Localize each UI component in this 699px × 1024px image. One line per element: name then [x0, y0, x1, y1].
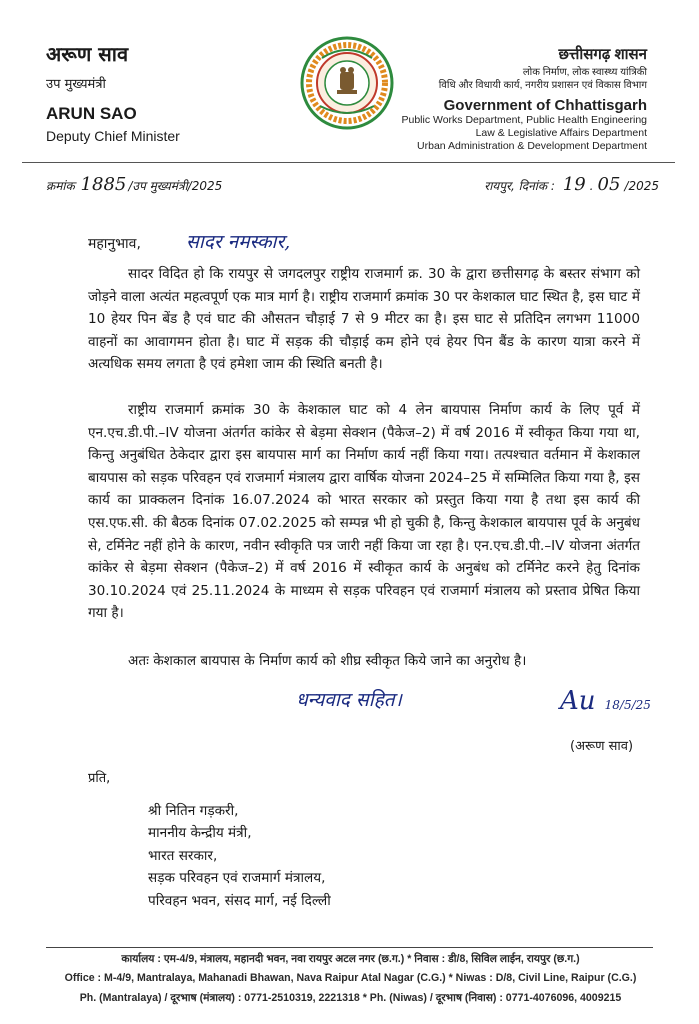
- handwritten-thanks: धन्यवाद सहित।: [296, 689, 402, 711]
- reference-number: [46, 174, 222, 195]
- footer-address-english: Office : M-4/9, Mantralaya, Mahanadi Bhawan, Nava Raipur Atal Nagar (C.G.) * Niwas : D/8, Civil Line, Raipur (C.G.): [64, 972, 637, 984]
- reference-suffix: /उप मुख्यमंत्री/2025: [128, 179, 223, 193]
- govt-name-hindi: छत्तीसगढ़ शासन: [558, 46, 647, 63]
- govt-dept-english-1: Public Works Department, Public Health Engineering: [401, 114, 647, 126]
- body-paragraph-3: अतः केशकाल बायपास के निर्माण कार्य को शीघ्र स्वीकृत किये जाने का अनुरोध है।: [128, 653, 527, 669]
- date-day: 19: [562, 174, 586, 195]
- govt-dept-english-2: Law & Legislative Affairs Department: [475, 127, 647, 139]
- minister-name-english: ARUN SAO: [46, 104, 137, 123]
- recipient-line-4: सड़क परिवहन एवं राजमार्ग मंत्रालय,: [148, 870, 326, 887]
- recipient-line-5: परिवहन भवन, संसद मार्ग, नई दिल्ली: [148, 892, 331, 909]
- govt-name-english: Government of Chhattisgarh: [443, 97, 647, 114]
- govt-dept-hindi-2: विधि और विधायी कार्य, नगरीय प्रशासन एवं विकास विभाग: [438, 80, 647, 91]
- government-header: [357, 44, 647, 153]
- recipient-address: [148, 800, 331, 912]
- reference-prefix: क्रमांक: [46, 179, 75, 193]
- govt-dept-hindi-1: लोक निर्माण, लोक स्वास्थ्य यांत्रिकी: [522, 67, 647, 78]
- footer-phone: Ph. (Mantralaya) / दूरभाष (मंत्रालय) : 0771-2510319, 2221318 * Ph. (Niwas) / दूरभाष (निवास) : 0771-4076096, 4009215: [79, 992, 622, 1004]
- signature-mark: Au: [560, 686, 596, 716]
- header-divider: [22, 162, 675, 163]
- signature: [560, 686, 651, 716]
- body-paragraph-1: सादर विदित हो कि रायपुर से जगदलपुर राष्ट्रीय राजमार्ग क्र. 30 के द्वारा छत्तीसगढ़ के बस्तर संभाग को जोड़ने वाला अत्यंत महत्वपूर्ण एक मात्र मार्ग है। राष्ट्रीय राजमार्ग क्रमांक 30 पर केशकाल घाट स्थित है, इस घाट में 10 हेयर पिन बेंड है एवं घाट की औसतन चौड़ाई 7 से 9 मीटर का है। इस घाट से प्रतिदिन लगभग 11000 वाहनों का आवागमन होता है। घाट में सड़क की चौड़ाई कम होने एवं हेयर पिन बैंड के कारण यात्रा करने में अत्यधिक समय लगता है एवं हमेशा जाम की स्थिति बनती है।: [88, 266, 640, 373]
- recipient-line-2: माननीय केन्द्रीय मंत्री,: [148, 825, 252, 842]
- date-month: 05: [597, 174, 621, 195]
- minister-name-hindi: अरूण साव: [46, 42, 129, 66]
- govt-dept-english-3: Urban Administration & Development Department: [417, 140, 647, 152]
- letter-date: रायपुर, दिनांक : 19 . 05 /2025: [484, 174, 659, 195]
- footer-address-hindi: कार्यालय : एम-4/9, मंत्रालय, महानदी भवन, नवा रायपुर अटल नगर (छ.ग.) * निवास : डी/8, सिविल लाईन, रायपुर (छ.ग.): [121, 953, 580, 965]
- handwritten-greeting: सादर नमस्कार,: [186, 231, 291, 253]
- body-paragraph-2: राष्ट्रीय राजमार्ग क्रमांक 30 के केशकाल घाट को 4 लेन बायपास निर्माण कार्य के लिए पूर्व में एन.एच.डी.पी.–IV योजना अंतर्गत कांकेर से बेड़मा सेक्शन (पैकेज–2) में वर्ष 2016 में स्वीकृत किया गया था, किन्तु अनुबंधित ठेकेदार द्वारा इस बायपास मार्ग का निर्माण कार्य नहीं किया गया। तत्पश्चात वर्तमान में केशकाल बायपास को सड़क परिवहन एवं राजमार्ग मंत्रालय द्वारा वार्षिक योजना 2024–25 में सम्मिलित किया गया है, इस कार्य का प्राक्कलन दिनांक 16.07.2024 को भारत सरकार को प्रस्तुत किया गया है तथा इस कार्य की एस.एफ.सी. की बैठक दिनांक 07.02.2025 को सम्पन्न भी हो चुकी है, किन्तु केशकाल बायपास पूर्व के अनुबंध से, टर्मिनेट नहीं होने के कारण, नवीन स्वीकृति पत्र जारी नहीं किया जा रहा है। एन.एच.डी.पी.–IV योजना अंतर्गत कांकेर से बेड़मा सेक्शन (पैकेज–2) में वर्ष 2016 में स्वीकृत कार्य के अनुबंध को टर्मिनेट करने हेतु दिनांक 30.10.2024 एवं 25.11.2024 के माध्यम से सड़क परिवहन एवं राजमार्ग मंत्रालय को प्रस्ताव प्रेषित किया गया है।: [88, 402, 640, 622]
- minister-title-english: Deputy Chief Minister: [46, 128, 180, 144]
- recipient-label: प्रति,: [88, 771, 111, 786]
- date-year: /2025: [624, 179, 659, 193]
- date-place-label: रायपुर, दिनांक :: [484, 179, 555, 193]
- recipient-line-1: श्री नितिन गड़करी,: [148, 803, 239, 819]
- signer-name: (अरूण साव): [570, 739, 634, 754]
- recipient-line-3: भारत सरकार,: [148, 847, 218, 864]
- footer-divider: [46, 947, 653, 948]
- salutation: महानुभाव,: [88, 236, 141, 252]
- minister-title-hindi: उप मुख्यमंत्री: [46, 77, 106, 92]
- reference-handwritten-number: 1885: [80, 174, 127, 195]
- signature-date: 18/5/25: [604, 698, 651, 712]
